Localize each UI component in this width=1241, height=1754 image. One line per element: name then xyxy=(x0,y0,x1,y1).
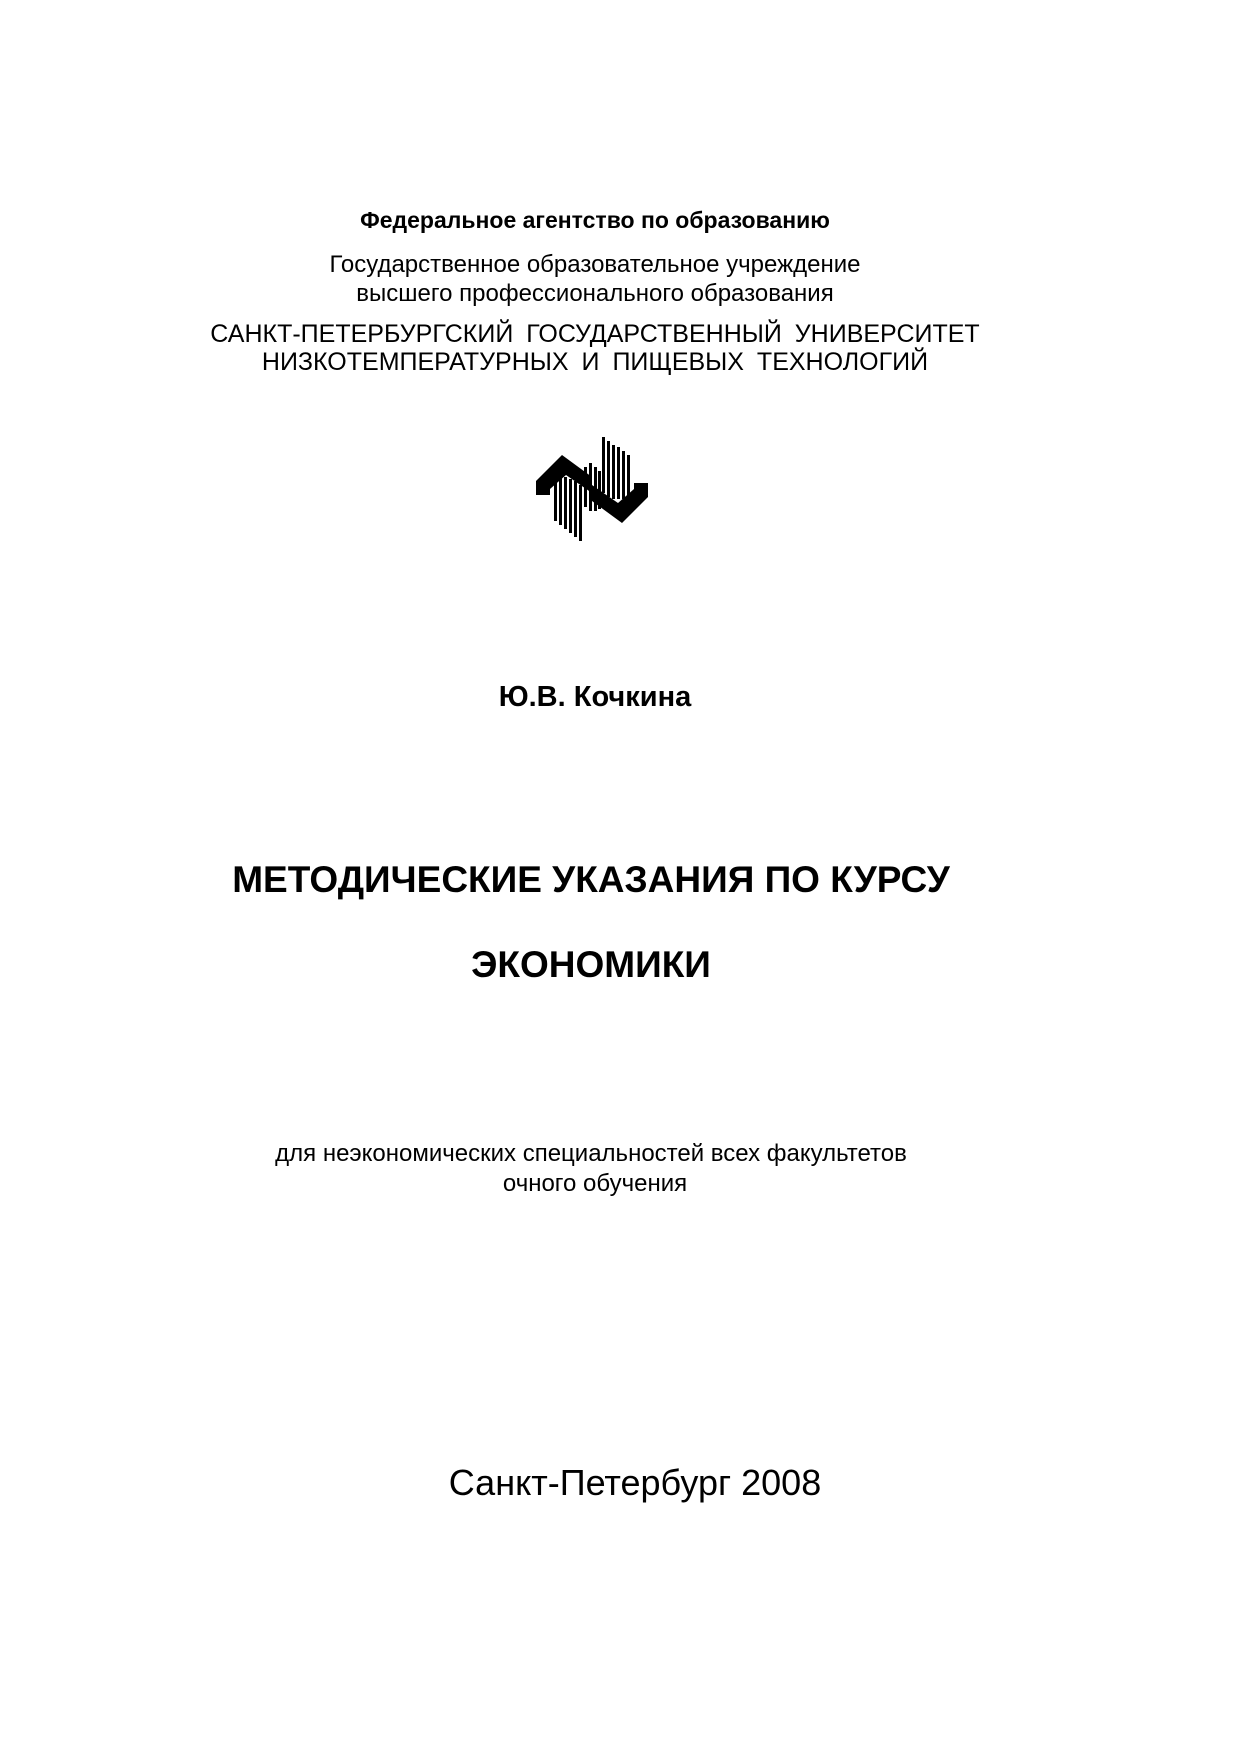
university-name-line-1: САНКТ-ПЕТЕРБУРГСКИЙ ГОСУДАРСТВЕННЫЙ УНИВЕРСИТЕТ xyxy=(210,320,980,348)
institution-line-1: Государственное образовательное учреждение xyxy=(329,251,861,278)
audience-line-1: для неэкономических специальностей всех факультетов xyxy=(275,1140,907,1167)
document-title-line-2: ЭКОНОМИКИ xyxy=(471,944,711,985)
city-and-year: Санкт-Петербург 2008 xyxy=(448,1462,822,1503)
agency-name: Федеральное агентство по образованию xyxy=(360,207,830,233)
author-name: Ю.В. Кочкина xyxy=(498,681,692,713)
document-title-line-1: МЕТОДИЧЕСКИЕ УКАЗАНИЯ ПО КУРСУ xyxy=(232,859,950,900)
university-emblem-icon xyxy=(536,437,648,541)
institution-line-2: высшего профессионального образования xyxy=(356,280,834,307)
university-name-line-2: НИЗКОТЕМПЕРАТУРНЫХ И ПИЩЕВЫХ ТЕХНОЛОГИЙ xyxy=(261,348,929,376)
audience-line-2: очного обучения xyxy=(502,1170,688,1197)
